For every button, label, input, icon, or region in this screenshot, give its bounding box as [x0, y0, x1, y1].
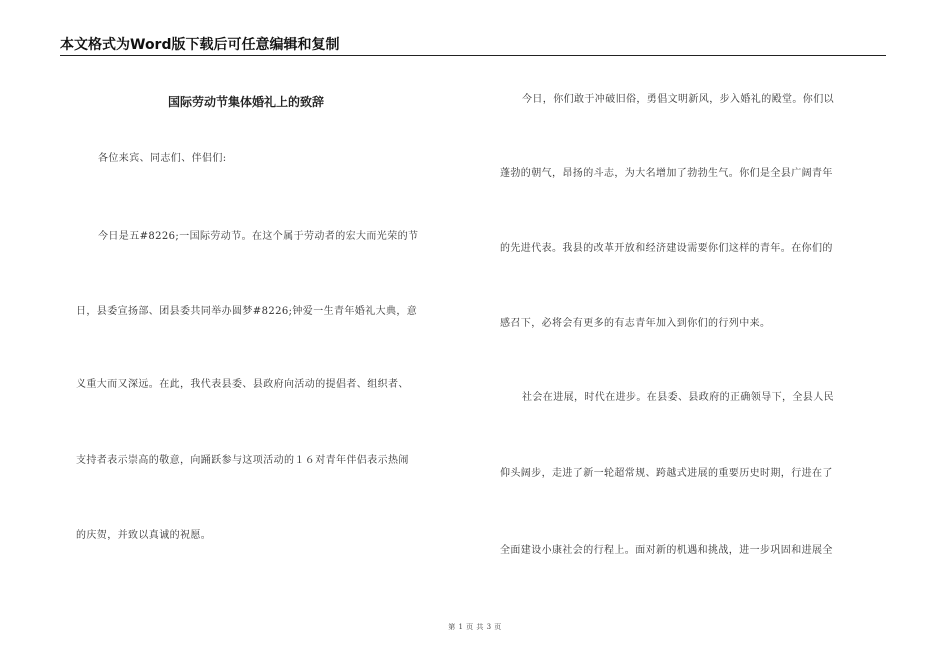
document-title: 国际劳动节集体婚礼上的致辞	[168, 95, 325, 109]
header-divider	[60, 55, 886, 56]
page-indicator: 第 1 页 共 3 页	[448, 623, 502, 631]
paragraph-line: 今日是五#8226;一国际劳动节。在这个属于劳动者的宏大而光荣的节	[98, 231, 419, 242]
paragraph-line: 支持者表示崇高的敬意，向踊跃参与这项活动的１６对青年伴侣表示热闹	[76, 455, 409, 466]
document-header	[60, 36, 886, 56]
paragraph-line: 的庆贺，并致以真诚的祝愿。	[76, 530, 212, 541]
paragraph-line: 义重大而又深远。在此，我代表县委、县政府向活动的提倡者、组织者、	[76, 379, 409, 390]
paragraph-line: 仰头阔步，走进了新一轮超常规、跨越式进展的重要历史时期，行进在了	[500, 468, 833, 479]
paragraph-line: 各位来宾、同志们、伴侣们:	[98, 153, 227, 164]
paragraph-line: 日，县委宣扬部、团县委共同举办圆梦#8226;钟爱一生青年婚礼大典，意	[76, 306, 418, 317]
paragraph-line: 全面建设小康社会的行程上。面对新的机遇和挑战，进一步巩固和进展全	[500, 545, 833, 556]
paragraph-line: 感召下，必将会有更多的有志青年加入到你们的行列中来。	[500, 318, 771, 329]
paragraph-line: 社会在进展，时代在进步。在县委、县政府的正确领导下，全县人民	[522, 392, 834, 403]
header-banner: 本文格式为Word版下载后可任意编辑和复制	[60, 37, 340, 53]
paragraph-line: 今日，你们敢于冲破旧俗，勇倡文明新风，步入婚礼的殿堂。你们以	[522, 94, 834, 105]
paragraph-line: 蓬勃的朝气，昂扬的斗志，为大名增加了勃勃生气。你们是全县广阔青年	[500, 168, 833, 179]
paragraph-line: 的先进代表。我县的改革开放和经济建设需要你们这样的青年。在你们的	[500, 243, 833, 254]
